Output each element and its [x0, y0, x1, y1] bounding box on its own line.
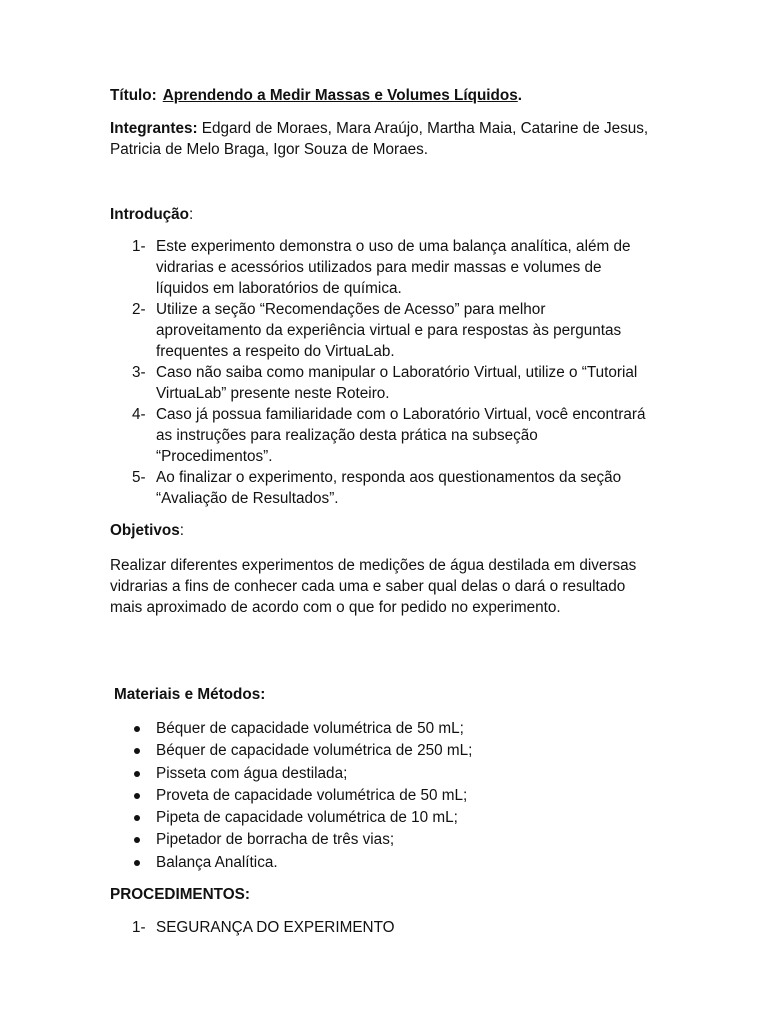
bullet-icon — [134, 726, 140, 732]
intro-item-number: 1- — [132, 238, 146, 255]
procedures-item-text: SEGURANÇA DO EXPERIMENTO — [156, 919, 395, 936]
bullet-icon — [134, 771, 140, 777]
materials-item-text: Béquer de capacidade volumétrica de 250 mL; — [156, 742, 473, 760]
bullet-icon — [134, 793, 140, 799]
intro-heading — [110, 204, 655, 225]
intro-item — [110, 404, 655, 467]
intro-item — [110, 362, 655, 404]
objectives-heading — [110, 520, 655, 541]
members-label: Integrantes: — [110, 120, 198, 137]
materials-item — [110, 829, 655, 851]
intro-list — [110, 236, 655, 509]
intro-item-number: 2- — [132, 301, 146, 318]
materials-item — [110, 852, 655, 874]
intro-heading-text: Introdução — [110, 206, 190, 223]
procedures-list — [110, 917, 655, 938]
intro-item — [110, 467, 655, 509]
intro-item-text: Caso não saiba como manipular o Laboratório Virtual, utilize o “Tutorial VirtuaLab” presente neste Roteiro. — [156, 364, 638, 402]
title-end: . — [517, 87, 523, 104]
members-paragraph — [110, 118, 655, 160]
title-value: Aprendendo a Medir Massas e Volumes Líquidos — [162, 87, 518, 104]
bullet-icon — [134, 837, 140, 843]
procedures-heading: PROCEDIMENTOS: — [110, 886, 250, 903]
materials-list — [110, 718, 655, 874]
title-label: Título: — [110, 87, 157, 104]
materials-item — [110, 718, 655, 740]
objectives-heading-colon: : — [179, 522, 184, 539]
intro-item-text: Este experimento demonstra o uso de uma balança analítica, além de vidrarias e acessórios utilizados para medir massas e volumes de líquidos em laboratórios de química. — [156, 238, 631, 297]
intro-item-number: 5- — [132, 469, 146, 486]
materials-item-text: Pipetador de borracha de três vias; — [156, 831, 395, 849]
intro-heading-colon: : — [189, 206, 194, 223]
materials-item-text: Pisseta com água destilada; — [156, 764, 348, 782]
bullet-icon — [134, 748, 140, 754]
bullet-icon — [134, 860, 140, 866]
objectives-heading-text: Objetivos — [110, 522, 180, 539]
intro-item-text: Ao finalizar o experimento, responda aos questionamentos da seção “Avaliação de Resultados”. — [156, 469, 622, 507]
materials-item — [110, 763, 655, 785]
intro-item-number: 4- — [132, 406, 146, 423]
intro-item-number: 3- — [132, 364, 146, 381]
materials-item-text: Béquer de capacidade volumétrica de 50 mL; — [156, 720, 464, 737]
objectives-text: Realizar diferentes experimentos de medições de água destilada em diversas vidrarias a fins de conhecer cada uma e saber qual delas o dará o resultado mais aproximado de acordo com o que for pedido no experimento. — [110, 557, 637, 616]
materials-item-text: Balança Analítica. — [156, 853, 278, 871]
materials-item — [110, 740, 655, 762]
intro-item-text: Caso já possua familiaridade com o Laboratório Virtual, você encontrará as instruções para realização desta prática na subseção “Procedimentos”. — [156, 406, 646, 465]
materials-item-text: Proveta de capacidade volumétrica de 50 mL; — [156, 786, 468, 804]
materials-item — [110, 785, 655, 807]
intro-item — [110, 299, 655, 362]
procedures-item-number: 1- — [132, 919, 146, 936]
materials-item-text: Pipeta de capacidade volumétrica de 10 mL; — [156, 809, 458, 827]
procedures-item — [110, 917, 655, 938]
materials-heading: Materiais e Métodos: — [114, 686, 266, 703]
intro-item — [110, 236, 655, 299]
bullet-icon — [134, 815, 140, 821]
document-title — [110, 85, 655, 106]
materials-item — [110, 807, 655, 829]
intro-item-text: Utilize a seção “Recomendações de Acesso” para melhor aproveitamento da experiência virtual e para respostas às perguntas frequentes a respeito do VirtuaLab. — [156, 301, 622, 360]
members-names: Edgard de Moraes, Mara Araújo, Martha Maia, Catarine de Jesus, Patricia de Melo Braga, Igor Souza de Moraes. — [110, 120, 649, 158]
